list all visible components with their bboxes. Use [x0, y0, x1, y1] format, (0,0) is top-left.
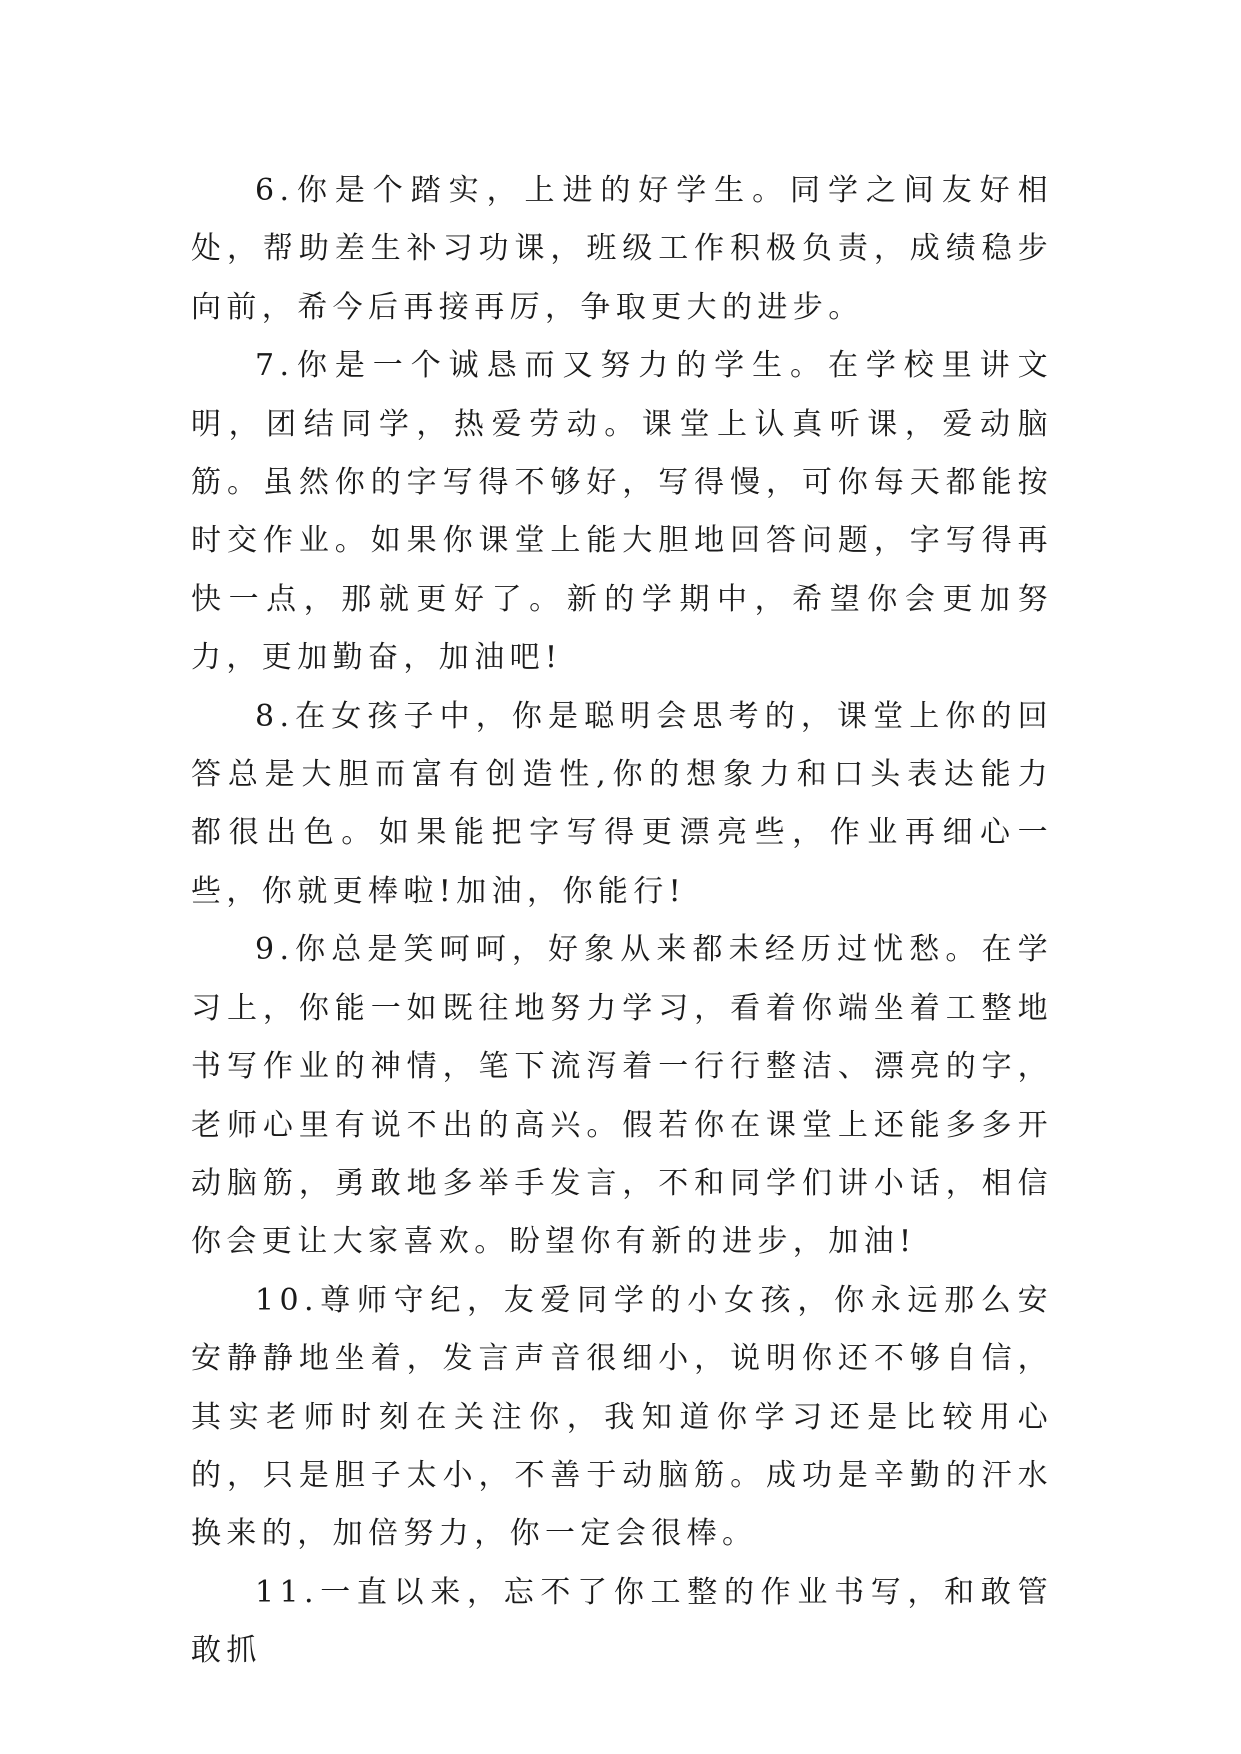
- paragraph-comment-9: 9.你总是笑呵呵，好象从来都未经历过忧愁。在学习上，你能一如既往地努力学习，看着你端坐着工整地书写作业的神情，笔下流泻着一行行整洁、漂亮的字，老师心里有说不出的高兴。假若你在课堂上还能多多开动脑筋，勇敢地多举手发言，不和同学们讲小话，相信你会更让大家喜欢。盼望你有新的进步，加油!: [191, 932, 1053, 1260]
- paragraph-comment-11: 11.一直以来，忘不了你工整的作业书写，和敢管敢抓: [191, 1574, 1053, 1669]
- paragraph-comment-10: 10.尊师守纪，友爱同学的小女孩，你永远那么安安静静地坐着，发言声音很细小，说明你还不够自信，其实老师时刻在关注你，我知道你学习还是比较用心的，只是胆子太小，不善于动脑筋。成功是辛勤的汗水换来的，加倍努力，你一定会很棒。: [191, 1282, 1053, 1552]
- document-body: [191, 162, 1053, 1681]
- paragraph-comment-6: 6.你是个踏实，上进的好学生。同学之间友好相处，帮助差生补习功课，班级工作积极负责，成绩稳步向前，希今后再接再厉，争取更大的进步。: [191, 173, 1053, 325]
- paragraph-comment-7: 7.你是一个诚恳而又努力的学生。在学校里讲文明，团结同学，热爱劳动。课堂上认真听课，爱动脑筋。虽然你的字写得不够好，写得慢，可你每天都能按时交作业。如果你课堂上能大胆地回答问题，字写得再快一点，那就更好了。新的学期中，希望你会更加努力，更加勤奋，加油吧!: [191, 348, 1053, 676]
- paragraph-comment-8: 8.在女孩子中，你是聪明会思考的，课堂上你的回答总是大胆而富有创造性,你的想象力和口头表达能力都很出色。如果能把字写得更漂亮些，作业再细心一些，你就更棒啦!加油，你能行!: [191, 698, 1053, 909]
